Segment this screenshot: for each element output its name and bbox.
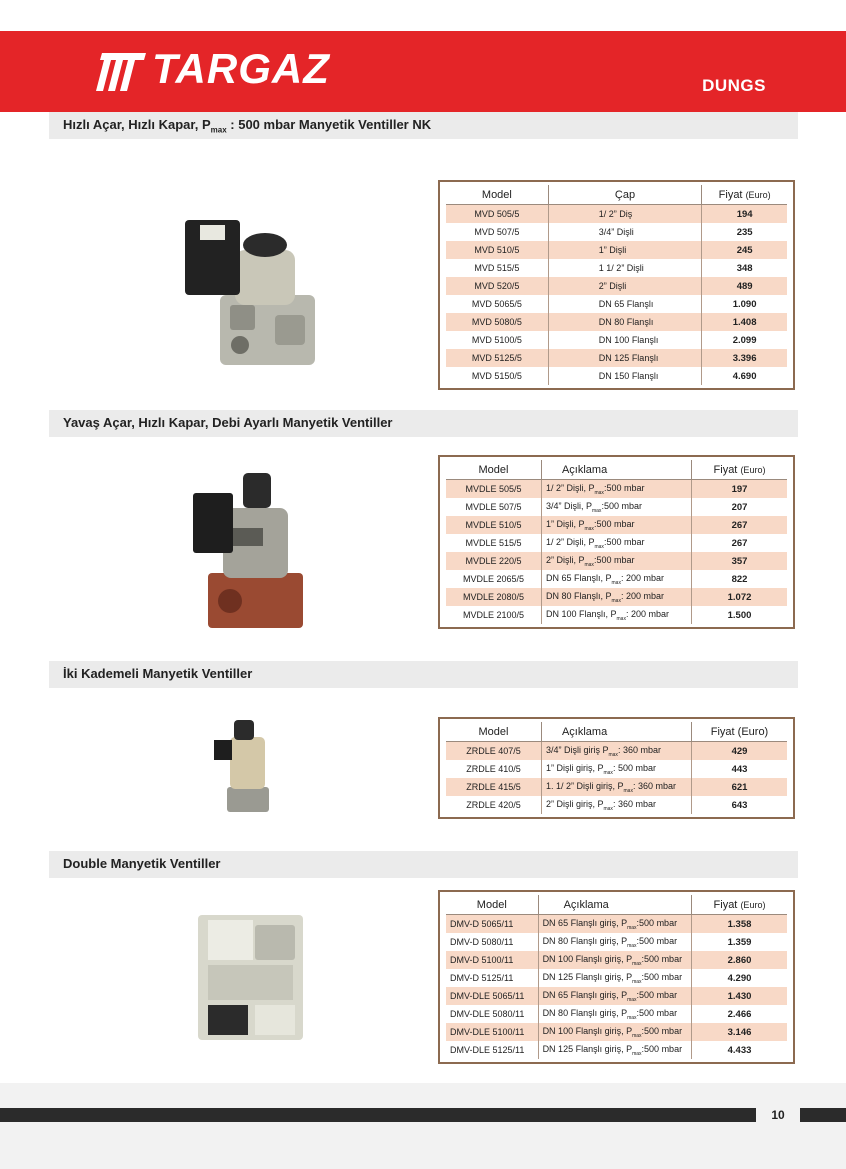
section-title: Yavaş Açar, Hızlı Kapar, Debi Ayarlı Manyetik Ventiller [63,415,393,430]
table-row: ZRDLE 420/5 2” Dişli giriş, $P_{max}$: 360 mbar 643 [446,796,787,814]
table-row: MVD 520/5 2” Dişli 489 [446,277,787,295]
table-row: DMV-D 5100/11 DN 100 Flanşlı giriş, $P_{max}:500$ mbar 2.860 [446,951,787,969]
table-row: ZRDLE 407/5 3/4” Dişli giriş $P_{max}$: 360 mbar 429 [446,742,787,761]
col-aciklama: Açıklama [541,722,691,742]
table-row: MVD 5080/5 DN 80 Flanşlı 1.408 [446,313,787,331]
col-cap: Çap [548,185,701,205]
table-row: DMV-D 5080/11 DN 80 Flanşlı giriş, $P_{max}:500$ mbar 1.359 [446,933,787,951]
table-row: MVDLE 507/5 3/4” Dişli, $P_{max}:500$ mbar 207 [446,498,787,516]
targaz-logo [94,39,330,99]
table-row: MVD 505/5 1/ 2” Diş 194 [446,205,787,224]
col-aciklama: Açıklama [541,460,691,480]
price-table-1 [438,180,795,390]
table-row: DMV-DLE 5080/11 DN 80 Flanşlı giriş, $P_{max}:500$ mbar 2.466 [446,1005,787,1023]
table-row: MVD 5150/5 DN 150 Flanşlı 4.690 [446,367,787,385]
table-row: MVD 510/5 1” Dişli 245 [446,241,787,259]
section-title: Hızlı Açar, Hızlı Kapar, $P_{max}$ : 500 mbar Manyetik Ventiller NK [63,117,432,135]
section-title: İki Kademeli Manyetik Ventiller [63,666,253,681]
page-number: 10 [756,1103,800,1127]
table-row: MVDLE 2065/5 DN 65 Flanşlı, $P_{max}$: 200 mbar 822 [446,570,787,588]
zrdle-valve-image [212,712,272,814]
price-table-3 [438,717,795,819]
col-aciklama: Açıklama [538,895,691,915]
table-row: DMV-D 5065/11 DN 65 Flanşlı giriş, $P_{max}:500$ mbar 1.358 [446,915,787,934]
table-row: MVDLE 2080/5 DN 80 Flanşlı, $P_{max}$: 200 mbar 1.072 [446,588,787,606]
header-banner [0,31,846,112]
mvd-valve-image [180,205,320,380]
table-row: ZRDLE 410/5 1” Dişli giriş, $P_{max}$: 500 mbar 443 [446,760,787,778]
col-price: Fiyat (Euro) [702,185,787,205]
table-row: ZRDLE 415/5 1. 1/ 2” Dişli giriş, $P_{max}$: 360 mbar 621 [446,778,787,796]
table-row: MVDLE 515/5 1/ 2” Dişli, $P_{max}:500$ mbar 267 [446,534,787,552]
footer-bar [0,1108,846,1122]
col-model: Model [446,895,538,915]
col-price: Fiyat (Euro) [692,895,788,915]
col-model: Model [446,185,548,205]
table-row: DMV-DLE 5065/11 DN 65 Flanşlı giriş, $P_{max}:500$ mbar 1.430 [446,987,787,1005]
section-header-3 [49,661,798,688]
col-price: Fiyat (Euro) [692,460,788,480]
targaz-logo-icon [94,47,146,91]
table-row: MVDLE 510/5 1” Dişli, $P_{max}:500$ mbar 267 [446,516,787,534]
mvdle-valve-image [188,468,313,638]
table-row: DMV-DLE 5125/11 DN 125 Flanşlı giriş, $P_{max}:500$ mbar 4.433 [446,1041,787,1059]
table-row: DMV-D 5125/11 DN 125 Flanşlı giriş, $P_{max}:500$ mbar 4.290 [446,969,787,987]
section-title: Double Manyetik Ventiller [63,856,221,871]
table-row: MVDLE 505/5 1/ 2” Dişli, $P_{max}:500$ mbar 197 [446,480,787,499]
section-header-4 [49,851,798,878]
logo-text: TARGAZ [152,45,330,92]
dmv-valve-image [183,905,313,1045]
brand-label: DUNGS [702,76,766,95]
table-row: MVD 5125/5 DN 125 Flanşlı 3.396 [446,349,787,367]
col-model: Model [446,460,541,480]
price-table-4 [438,890,795,1064]
col-price: Fiyat (Euro) [692,722,788,742]
table-row: DMV-DLE 5100/11 DN 100 Flanşlı giriş, $P_{max}:500$ mbar 3.146 [446,1023,787,1041]
price-table-2 [438,455,795,629]
table-row: MVDLE 220/5 2” Dişli, $P_{max}:500$ mbar 357 [446,552,787,570]
table-row: MVDLE 2100/5 DN 100 Flanşlı, $P_{max}$: 200 mbar 1.500 [446,606,787,624]
table-row: MVD 5065/5 DN 65 Flanşlı 1.090 [446,295,787,313]
section-header-2 [49,410,798,437]
section-header-1 [49,112,798,139]
footer-background [0,1083,846,1169]
table-row: MVD 507/5 3/4” Dişli 235 [446,223,787,241]
table-row: MVD 5100/5 DN 100 Flanşlı 2.099 [446,331,787,349]
table-row: MVD 515/5 1 1/ 2” Dişli 348 [446,259,787,277]
col-model: Model [446,722,541,742]
